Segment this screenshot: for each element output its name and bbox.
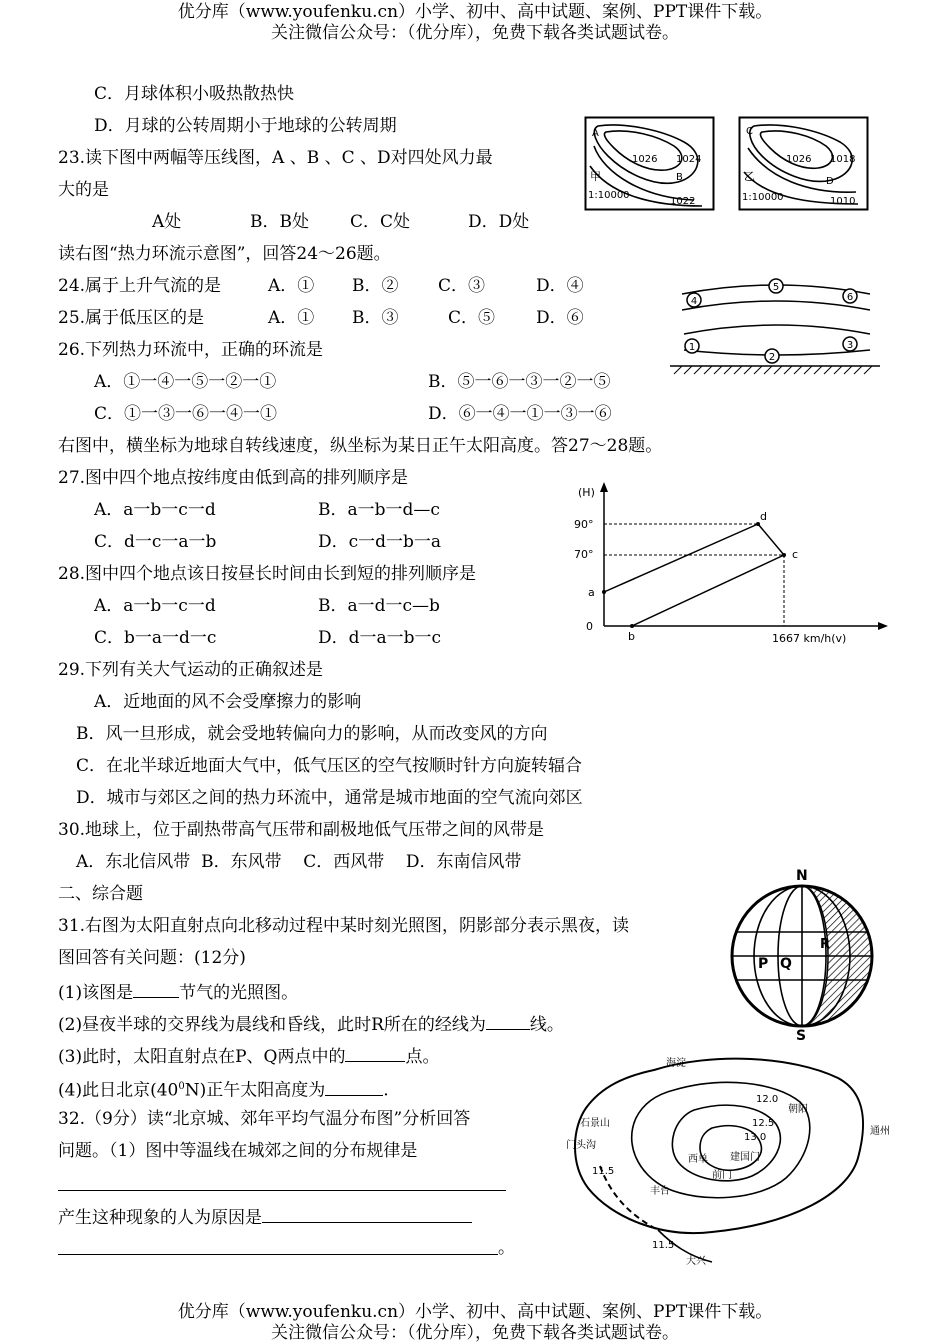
- isobar-figure-yi: [738, 116, 870, 212]
- q23-option-b: B．B处: [250, 212, 309, 232]
- map-label-daxing: 大兴: [686, 1256, 706, 1267]
- chart-segment-a-d: [604, 524, 758, 592]
- q27-option-b: B．a一b一d—c: [318, 500, 440, 520]
- q28-option-a: A．a一b一c一d: [94, 596, 216, 616]
- map-label-haidian: 海淀: [666, 1058, 686, 1069]
- map-temp-11-5-south: 11.5: [652, 1240, 675, 1251]
- isobar-point-c: C: [746, 126, 753, 137]
- q29-option-b: B．风一旦形成，就会受地转偏向力的影响，从而改变风的方向: [76, 724, 548, 744]
- map-label-shijingshan: 石景山: [580, 1118, 610, 1129]
- q28-option-d: D．d一a一b一c: [318, 628, 442, 648]
- q31-answer-4-blank[interactable]: [325, 1079, 383, 1096]
- isobar-value-1010-yi: 1010: [830, 196, 856, 207]
- q24-stem: 24.属于上升气流的是: [58, 276, 222, 296]
- q31-part-2-suffix: 线。: [529, 1015, 564, 1035]
- q31-answer-2-blank[interactable]: [486, 1013, 530, 1030]
- circulation-point-5: 5: [772, 282, 780, 293]
- q29-option-c: C．在北半球近地面大气中，低气压区的空气按顺时针方向旋转辐合: [76, 756, 583, 776]
- q32-answer-line-3[interactable]: [58, 1254, 498, 1255]
- q25-option-b: B．③: [352, 308, 399, 328]
- isobar-value-1022-jia: 1022: [670, 196, 696, 207]
- q31-answer-1-blank[interactable]: [133, 981, 179, 998]
- q24-option-b: B．②: [352, 276, 399, 296]
- q26-option-a: A．①一④一⑤一②一①: [94, 372, 277, 392]
- globe-label-p: P: [758, 956, 769, 972]
- q26-option-c: C．①一③一⑥一④一①: [94, 404, 278, 424]
- q27-option-c: C．d一c一a一b: [94, 532, 217, 552]
- q22-option-c: C．月球体积小吸热散热快: [94, 84, 295, 104]
- map-temp-11-5-west: 11.5: [592, 1166, 615, 1177]
- chart-point-c: [782, 553, 786, 557]
- q28-option-c: C．b一a一d一c: [94, 628, 217, 648]
- chart-y-tick-90: 90°: [574, 518, 594, 531]
- q32-answer-2-blank[interactable]: [262, 1206, 472, 1223]
- intro-24-26: 读右图“热力环流示意图”，回答24～26题。: [58, 244, 391, 264]
- thermal-circulation-figure: [670, 270, 882, 378]
- chart-y-tick-0: 0: [586, 620, 593, 633]
- isobar-scale-yi: 1:10000: [742, 192, 784, 203]
- chart-label-d: d: [760, 510, 767, 523]
- intro-27-28: 右图中，横坐标为地球自转线速度，纵坐标为某日正午太阳高度。答27～28题。: [58, 436, 663, 456]
- map-outer-boundary: [575, 1059, 863, 1233]
- q31-part-3-suffix: 点。: [405, 1047, 440, 1067]
- map-label-jianguomen: 建国门: [730, 1152, 760, 1163]
- isobar-value-1026-jia: 1026: [632, 154, 658, 165]
- page-header: [0, 2, 950, 44]
- chart-y-tick-70: 70°: [574, 548, 594, 561]
- footer-line-2: 关注微信公众号：（优分库），免费下载各类试题试卷。: [271, 1323, 679, 1343]
- sun-height-chart: [570, 478, 900, 648]
- isobar-value-1024-jia: 1024: [676, 154, 702, 165]
- footer-line-1: 优分库（www.youfenku.cn）小学、初中、高中试题、案例、PPT课件下载。: [177, 1302, 773, 1322]
- chart-label-c: c: [792, 548, 799, 561]
- isobar-value-1018-yi: 1018: [830, 154, 856, 165]
- chart-point-b: [630, 624, 634, 628]
- q31-stem-2: 图回答有关问题：(12分): [58, 948, 246, 968]
- globe-label-q: Q: [780, 956, 792, 972]
- q23-option-c: C．C处: [350, 212, 411, 232]
- q32-stem-2: 问题。（1）图中等温线在城郊之间的分布规律是: [58, 1141, 418, 1161]
- circulation-point-1: 1: [688, 342, 696, 353]
- q26-option-d: D．⑥一④一①一③一⑥: [428, 404, 612, 424]
- q31-part-4-suffix: .: [383, 1080, 389, 1101]
- circulation-point-2: 2: [768, 352, 776, 363]
- map-label-qianmen: 前门: [712, 1170, 732, 1181]
- circulation-point-4: 4: [690, 296, 698, 307]
- q31-stem-1: 31.右图为太阳直射点向北移动过程中某时刻光照图，阴影部分表示黑夜，读: [58, 916, 630, 936]
- q31-part-3: [58, 1045, 439, 1067]
- globe-illumination-figure: [722, 864, 888, 1044]
- isobar-label-yi: 乙: [744, 170, 755, 183]
- isobar-point-b: B: [676, 172, 683, 183]
- chart-point-a: [602, 590, 606, 594]
- q23-stem-2: 大的是: [58, 180, 109, 200]
- q31-part-4-degree: 0: [178, 1081, 185, 1092]
- q31-part-1: [58, 981, 298, 1003]
- q31-part-3-prefix: (3)此时，太阳直射点在P、Q两点中的: [58, 1047, 346, 1067]
- isobar-point-a: A: [592, 128, 599, 139]
- q31-part-2-prefix: (2)昼夜半球的交界线为晨线和昏线，此时R所在的经线为: [58, 1015, 486, 1035]
- beijing-temperature-map: [562, 1048, 906, 1278]
- q26-stem: 26.下列热力环流中，正确的环流是: [58, 340, 324, 360]
- chart-label-a: a: [588, 586, 595, 599]
- page-footer: [0, 1302, 950, 1344]
- circulation-point-3: 3: [846, 340, 854, 351]
- isobar-figure-jia: [584, 116, 716, 212]
- map-temp-13-0: 13.0: [744, 1132, 767, 1143]
- chart-segment-d-c: [758, 524, 784, 555]
- q24-option-c: C．③: [438, 276, 486, 296]
- q25-stem: 25.属于低压区的是: [58, 308, 205, 328]
- q25-option-a: A．①: [268, 308, 315, 328]
- globe-label-r: R: [820, 937, 831, 952]
- isobar-scale-jia: 1:10000: [588, 190, 630, 201]
- q24-option-d: D．④: [536, 276, 584, 296]
- circulation-point-6: 6: [846, 292, 854, 303]
- q27-option-d: D．c一d一b一a: [318, 532, 442, 552]
- q23-stem-1: 23.读下图中两幅等压线图，A 、B 、C 、D对四处风力最: [58, 148, 493, 168]
- q32-part-2: [58, 1206, 472, 1228]
- map-temp-12-0: 12.0: [756, 1094, 779, 1105]
- q27-stem: 27.图中四个地点按纬度由低到高的排列顺序是: [58, 468, 409, 488]
- q31-answer-3-blank[interactable]: [345, 1045, 405, 1062]
- map-label-xidan: 西单: [688, 1154, 708, 1165]
- map-label-chaoyang: 朝阳: [788, 1104, 808, 1115]
- q32-end-mark: 。: [498, 1238, 515, 1258]
- section-2-title: 二、综合题: [58, 884, 143, 904]
- map-label-mentougou: 门头沟: [566, 1140, 596, 1151]
- q29-option-d: D．城市与郊区之间的热力环流中，通常是城市地面的空气流向郊区: [76, 788, 583, 808]
- chart-y-label: (H): [578, 486, 595, 499]
- q28-stem: 28.图中四个地点该日按昼长时间由长到短的排列顺序是: [58, 564, 477, 584]
- q27-option-a: A．a一b一c一d: [94, 500, 216, 520]
- q31-part-4-middle: N)正午太阳高度为: [184, 1080, 326, 1101]
- isobar-label-jia: 甲: [590, 170, 601, 183]
- q31-part-4-prefix: (4)此日北京(40: [58, 1080, 179, 1101]
- map-temp-12-5: 12.5: [752, 1118, 775, 1129]
- header-line-2: 关注微信公众号：（优分库），免费下载各类试题试卷。: [271, 23, 679, 43]
- chart-label-b: b: [628, 630, 635, 643]
- q25-option-d: D．⑥: [536, 308, 584, 328]
- q31-part-4: [58, 1077, 389, 1101]
- q31-part-1-suffix: 节气的光照图。: [179, 983, 299, 1003]
- q30-options: A．东北信风带 B．东风带 C．西风带 D．东南信风带: [76, 852, 522, 872]
- isobar-point-d: D: [826, 176, 834, 187]
- q23-option-a: A处: [152, 212, 182, 232]
- q32-stem-1: 32.（9分）读“北京城、郊年平均气温分布图”分析回答: [58, 1109, 471, 1129]
- globe-label-n: N: [796, 868, 808, 884]
- q32-answer-line-1[interactable]: [58, 1190, 506, 1191]
- q24-option-a: A．①: [268, 276, 315, 296]
- chart-segment-b-c: [632, 555, 784, 626]
- q23-option-d: D．D处: [468, 212, 530, 232]
- globe-label-s: S: [796, 1028, 807, 1044]
- isobar-value-1026-yi: 1026: [786, 154, 812, 165]
- header-line-1: 优分库（www.youfenku.cn）小学、初中、高中试题、案例、PPT课件下载。: [177, 2, 773, 22]
- q26-option-b: B．⑤一⑥一③一②一⑤: [428, 372, 611, 392]
- q30-stem: 30.地球上，位于副热带高气压带和副极地低气压带之间的风带是: [58, 820, 545, 840]
- q29-option-a: A．近地面的风不会受摩擦力的影响: [94, 692, 362, 712]
- q28-option-b: B．a一d一c—b: [318, 596, 440, 616]
- chart-x-label: 1667 km/h(v): [772, 632, 847, 645]
- q25-option-c: C．⑤: [448, 308, 496, 328]
- q32-part-2-prefix: 产生这种现象的人为原因是: [58, 1208, 262, 1228]
- q31-part-2: [58, 1013, 564, 1035]
- q29-stem: 29.下列有关大气运动的正确叙述是: [58, 660, 324, 680]
- q31-part-1-prefix: (1)该图是: [58, 983, 134, 1003]
- map-label-tongzhou: 通州: [870, 1126, 890, 1137]
- q22-option-d: D．月球的公转周期小于地球的公转周期: [94, 116, 397, 136]
- map-label-fengtai: 丰台: [650, 1186, 670, 1197]
